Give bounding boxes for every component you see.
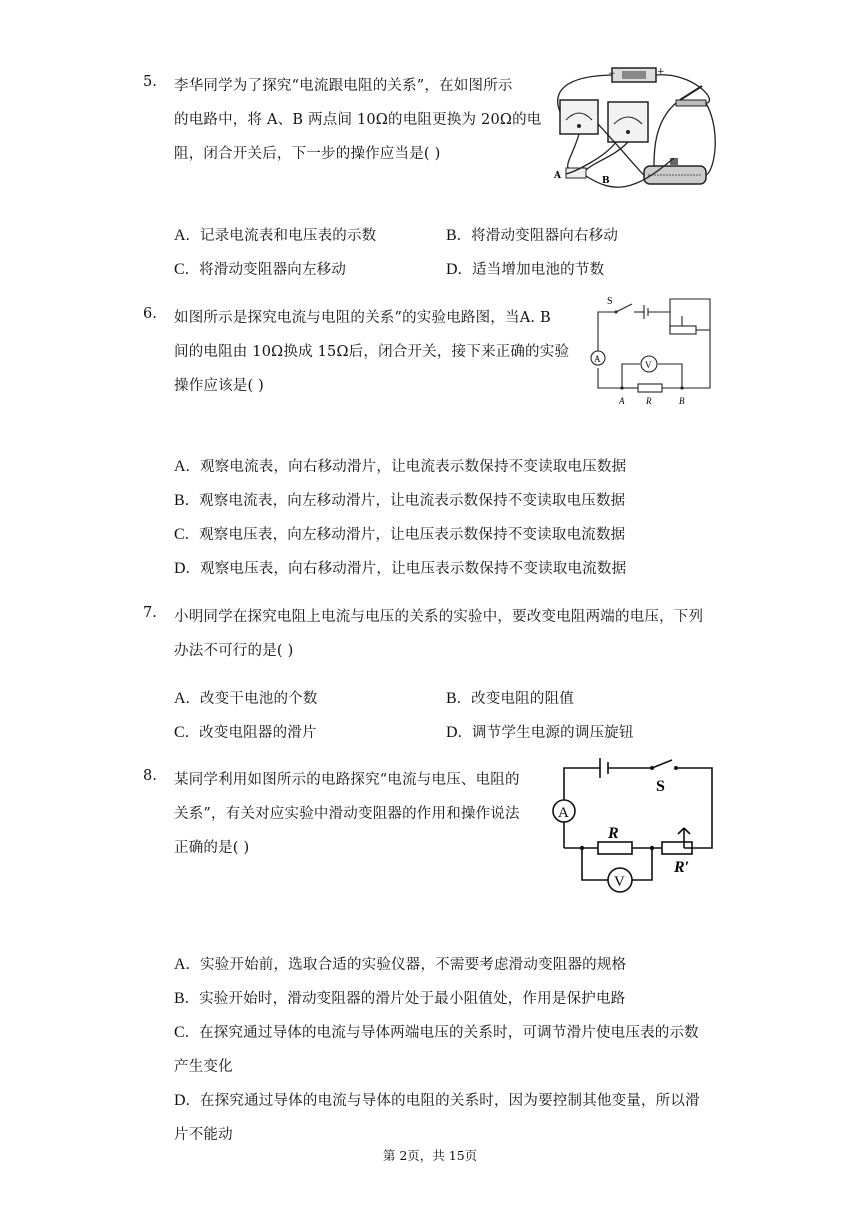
question-number: 7. [143,605,157,621]
option-c[interactable]: C. 观察电压表，向左移动滑片，让电压表示数保持不变读取电流数据 [174,526,626,543]
option-d[interactable]: D. 适当增加电池的节数 [446,261,605,278]
option-c-continuation: 产生变化 [174,1059,233,1075]
question-text-line: 关系”，有关对应实验中滑动变阻器的作用和操作说法 [174,806,520,822]
option-d[interactable]: D. 观察电压表，向右移动滑片，让电压表示数保持不变读取电流数据 [174,560,627,577]
option-b[interactable]: B. 将滑动变阻器向右移动 [446,227,619,244]
label-a: A [554,171,561,181]
question-number: 6. [143,306,157,322]
option-d[interactable]: D. 调节学生电源的调压旋钮 [446,724,634,741]
question-number: 8. [143,768,157,784]
svg-text:A: A [594,354,601,364]
question-text-line: 间的电阻由 10Ω换成 15Ω后，闭合开关，接下来正确的实验 [174,344,570,360]
svg-text:−: − [608,69,616,79]
svg-text:A: A [558,805,569,821]
option-a[interactable]: A. 记录电流表和电压表的示数 [174,227,377,244]
svg-text:S: S [607,296,613,307]
option-d[interactable]: D. 在探究通过导体的电流与导体的电阻的关系时，因为要控制其他变量，所以滑 [174,1092,700,1109]
question-text-line: 操作应该是( ) [174,378,265,394]
option-a[interactable]: A. 实验开始前，选取合适的实验仪器，不需要考虑滑动变阻器的规格 [174,956,627,973]
question-text-line: 如图所示是探究电流与电阻的关系”的实验电路图，当A. B [174,310,551,326]
question-text-line: 办法不可行的是( ) [174,643,294,659]
page-footer: 第 2页，共 15页 [382,1148,478,1163]
option-b[interactable]: B. 实验开始时，滑动变阻器的滑片处于最小阻值处，作用是保护电路 [174,990,626,1007]
svg-text:V: V [645,360,652,370]
option-c[interactable]: C. 将滑动变阻器向左移动 [174,261,347,278]
svg-text:R: R [608,825,619,842]
option-b[interactable]: B. 改变电阻的阻值 [446,690,574,707]
label-b: B [602,176,610,186]
option-c[interactable]: C. 在探究通过导体的电流与导体两端电压的关系时，可调节滑片使电压表的示数 [174,1024,699,1041]
question-text-line: 小明同学在探究电阻上电流与电压的关系的实验中，要改变电阻两端的电压，下列 [174,609,704,625]
question-number: 5. [143,74,157,90]
option-d-continuation: 片不能动 [174,1127,233,1143]
svg-text:V: V [614,874,625,890]
question-text-line: 某同学利用如图所示的电路探究“电流与电压、电阻的 [174,772,520,788]
question-text-line: 正确的是( ) [174,840,250,856]
option-c[interactable]: C. 改变电阻器的滑片 [174,724,317,741]
svg-text:B: B [679,396,685,406]
q8-circuit-diagram [548,758,720,900]
q5-circuit-photo [544,62,724,198]
q6-circuit-diagram [586,292,716,408]
svg-text:S: S [656,778,665,795]
svg-text:A: A [619,396,625,406]
option-b[interactable]: B. 观察电流表，向左移动滑片，让电流表示数保持不变读取电压数据 [174,492,626,509]
svg-text:+: + [657,67,665,77]
option-a[interactable]: A. 改变干电池的个数 [174,690,318,707]
question-text-line: 的电路中，将 A、B 两点间 10Ω的电阻更换为 20Ω的电 [174,112,542,128]
svg-text:R′: R′ [674,859,690,876]
option-a[interactable]: A. 观察电流表，向右移动滑片，让电流表示数保持不变读取电压数据 [174,458,627,475]
svg-text:R: R [646,396,652,406]
question-text-line: 阻，闭合开关后，下一步的操作应当是( ) [174,146,441,162]
question-text-line: 李华同学为了探究“电流跟电阻的关系”，在如图所示 [174,78,513,94]
